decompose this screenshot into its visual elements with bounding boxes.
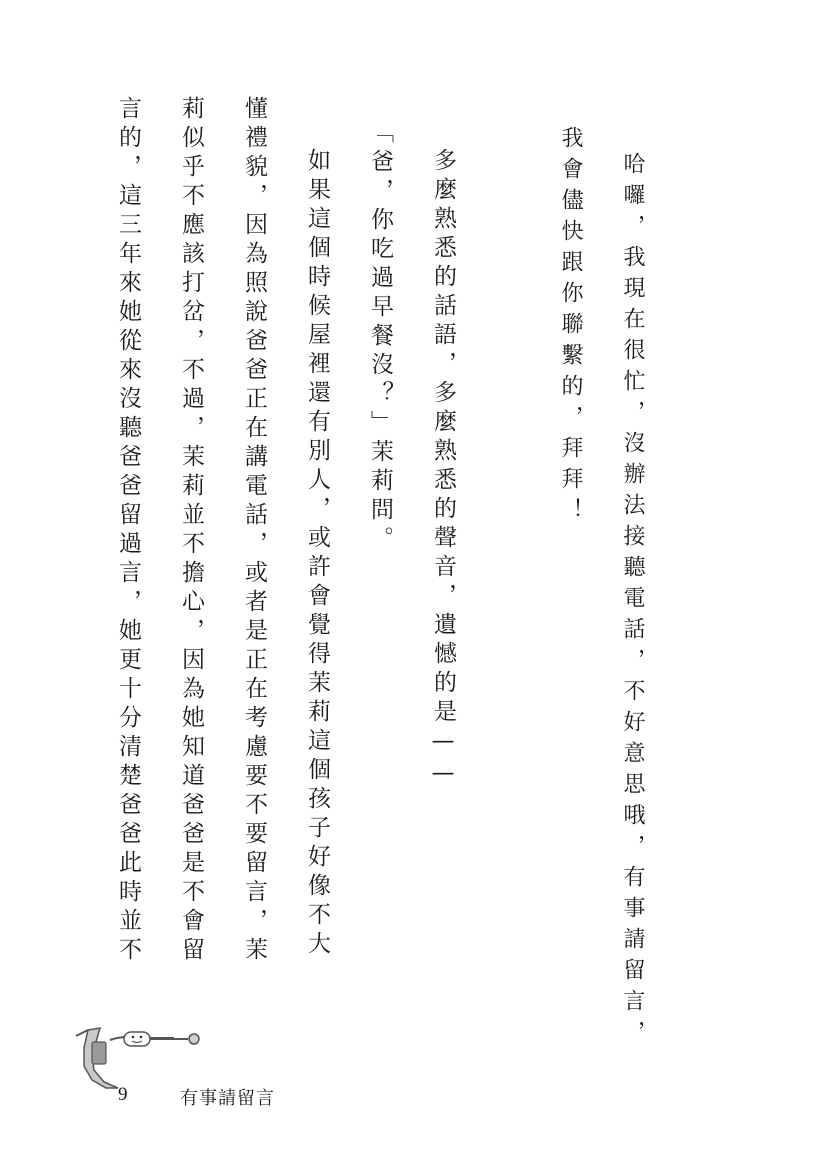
phone-receiver-cord-icon	[70, 1022, 210, 1090]
body-line-3: 如果這個時候屋裡還有別人，或許會覺得茉莉這個孩子好像不大	[304, 148, 330, 960]
body-line-4: 懂禮貌，因為照說爸爸正在講電話，或者是正在考慮要不要留言，茉	[241, 96, 267, 966]
body-line-2: 「爸，你吃過早餐沒？」茉莉問。	[367, 120, 393, 555]
body-line-6: 言的，這三年來她從來沒聽爸爸留過言，她更十分清楚爸爸此時並不	[115, 96, 141, 966]
voicemail-line-2: 我會儘快跟你聯繫的，拜拜！	[558, 126, 583, 529]
running-head-title: 有事請留言	[180, 1088, 275, 1109]
voicemail-line-1: 哈囉，我現在很忙，沒辦法接聽電話，不好意思哦，有事請留言，	[620, 152, 645, 1051]
body-line-1: 多麼熟悉的話語，多麼熟悉的聲音，遺憾的是——	[430, 148, 456, 792]
body-line-5: 莉似乎不應該打岔，不過，茉莉並不擔心，因為她知道爸爸是不會留	[178, 96, 204, 966]
page-number: 9	[118, 1084, 128, 1105]
